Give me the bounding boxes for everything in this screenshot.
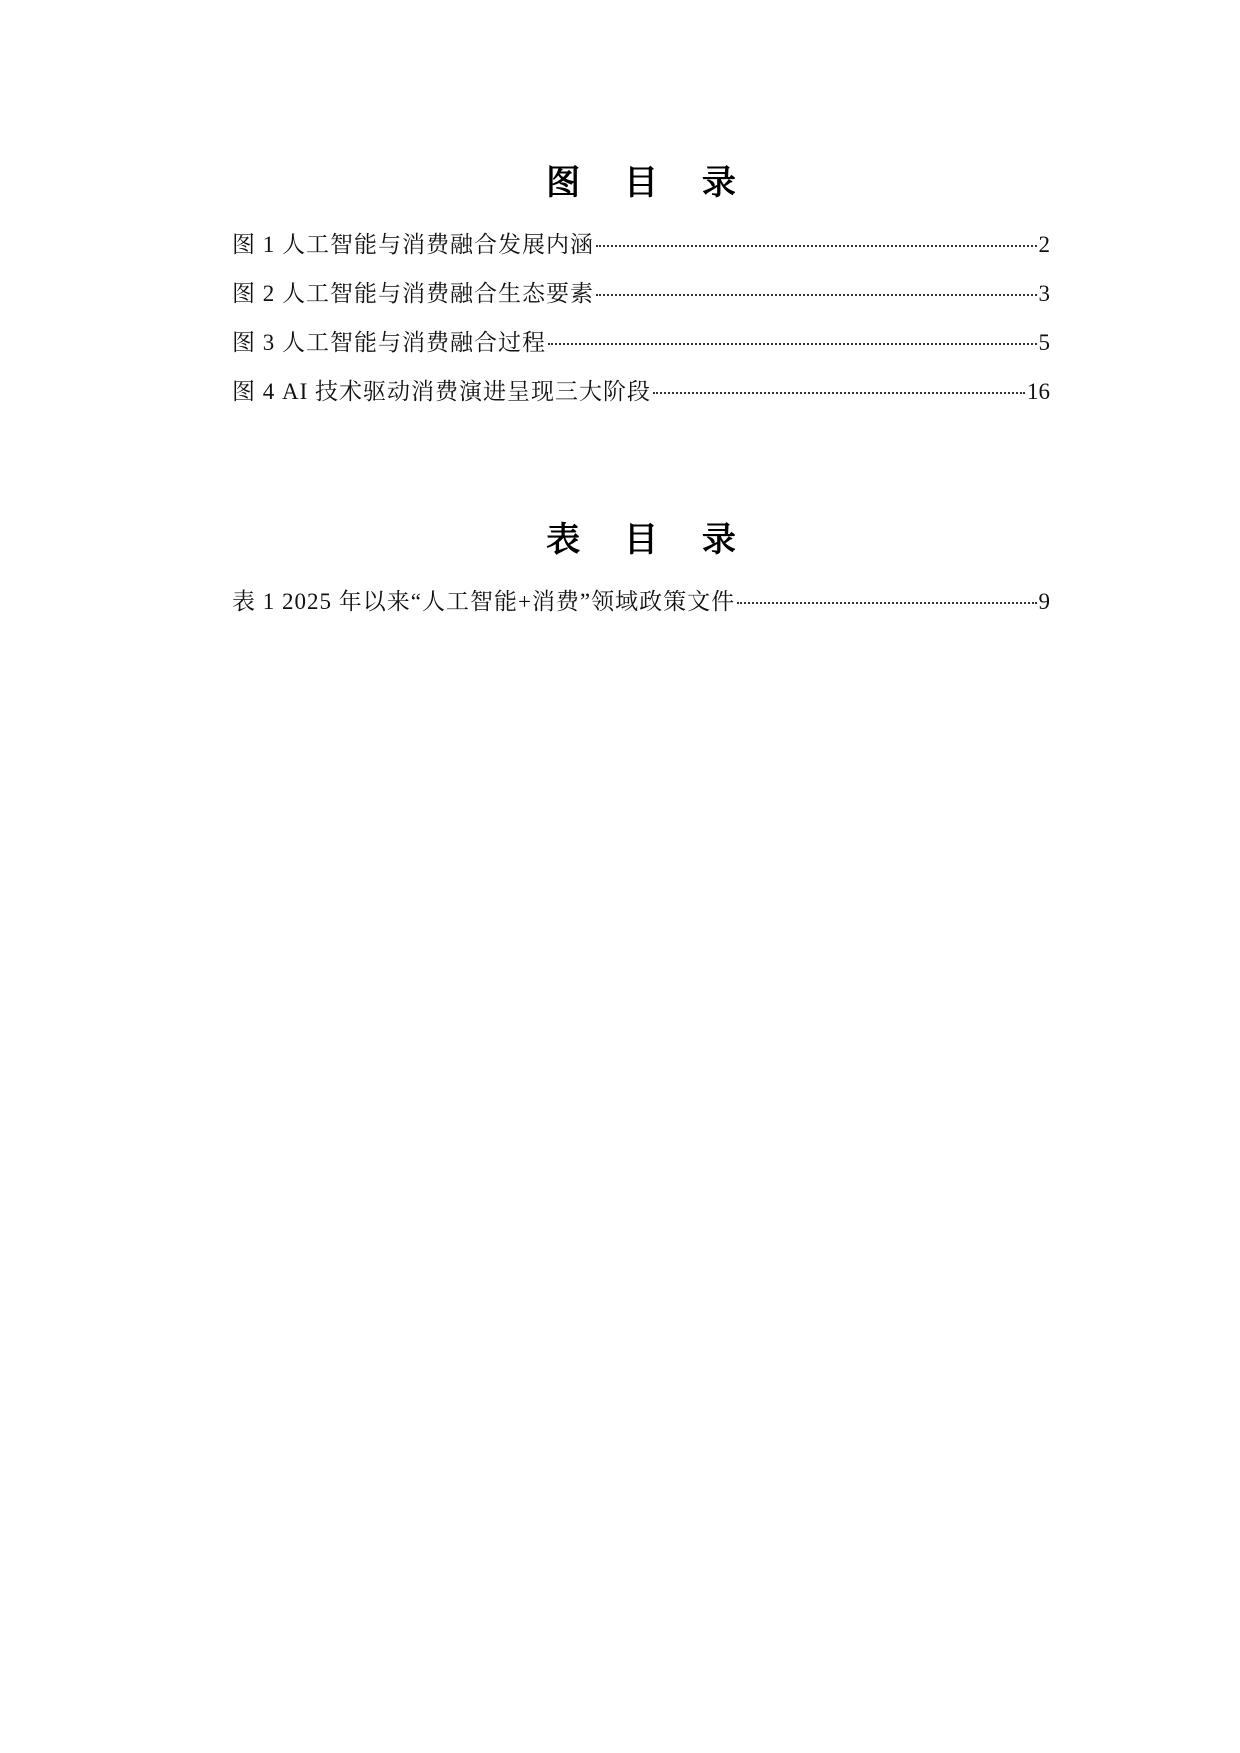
toc-entry-figure-2[interactable] [232, 269, 1050, 318]
toc-entry-page-number: 16 [1027, 379, 1050, 404]
tables-toc-heading: 表 目 录 [546, 520, 752, 560]
dot-leader [596, 245, 1037, 247]
toc-entry-page-number: 3 [1038, 281, 1050, 306]
toc-entry-page-number: 5 [1038, 330, 1050, 355]
toc-entry-page-number: 9 [1038, 589, 1050, 614]
dot-leader [653, 392, 1025, 394]
toc-entry-figure-4[interactable] [232, 367, 1050, 416]
toc-entry-figure-3[interactable] [232, 318, 1050, 367]
figures-toc-list [232, 220, 1050, 416]
dot-leader [548, 343, 1037, 345]
toc-entry-label: 图 4 AI 技术驱动消费演进呈现三大阶段 [232, 379, 652, 404]
dot-leader [737, 602, 1036, 604]
figures-toc-heading: 图 目 录 [546, 163, 752, 203]
toc-entry-figure-1[interactable] [232, 220, 1050, 269]
toc-entry-label: 图 3 人工智能与消费融合过程 [232, 330, 546, 355]
toc-entry-label: 图 1 人工智能与消费融合发展内涵 [232, 232, 594, 257]
tables-toc-section [232, 515, 1050, 626]
toc-entry-label: 图 2 人工智能与消费融合生态要素 [232, 281, 594, 306]
figures-toc-section [232, 158, 1050, 416]
toc-entry-page-number: 2 [1038, 232, 1050, 257]
toc-entry-label: 表 1 2025 年以来“人工智能+消费”领域政策文件 [232, 589, 736, 614]
tables-toc-list [232, 577, 1050, 626]
dot-leader [596, 294, 1037, 296]
toc-entry-table-1[interactable] [232, 577, 1050, 626]
